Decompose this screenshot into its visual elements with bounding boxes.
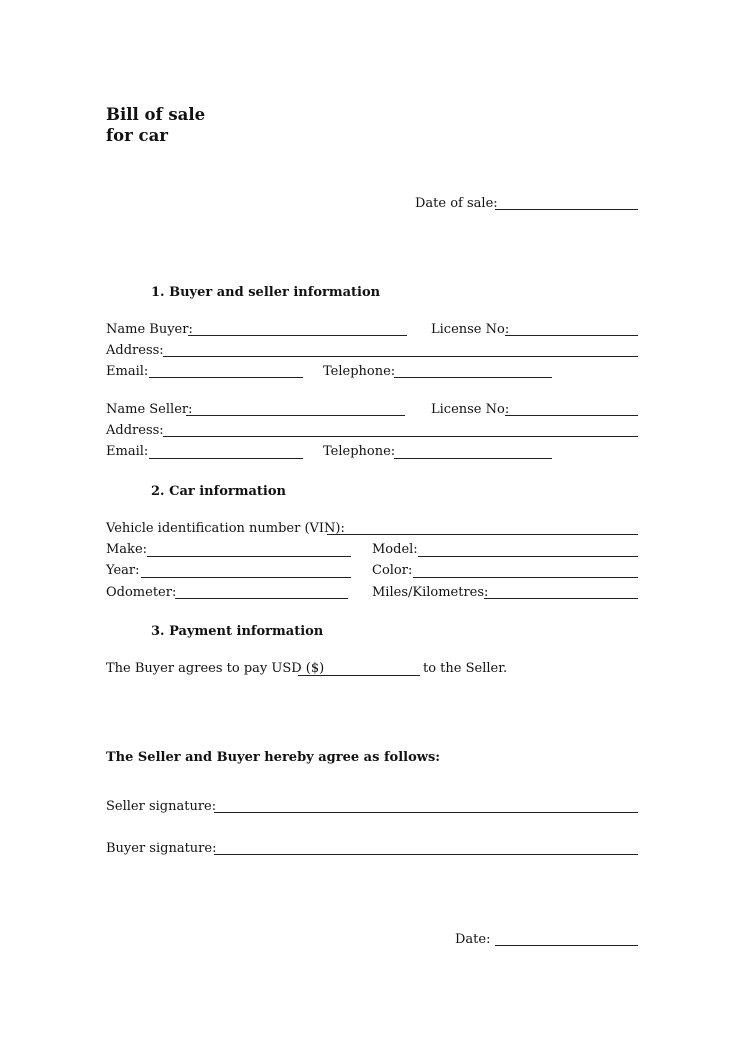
buyer-email-label: Email: <box>106 364 149 379</box>
payment-prefix-text: The Buyer agrees to pay USD ($) <box>106 661 325 676</box>
vin-field[interactable] <box>327 534 638 535</box>
payment-amount-field[interactable] <box>298 675 420 676</box>
section-payment-heading: 3. Payment information <box>151 624 324 639</box>
year-field[interactable] <box>141 577 351 578</box>
make-label: Make: <box>106 542 148 557</box>
model-field[interactable] <box>418 556 638 557</box>
seller-telephone-label: Telephone: <box>323 444 396 459</box>
seller-address-field[interactable] <box>163 436 638 437</box>
buyer-address-field[interactable] <box>163 356 638 357</box>
name-seller-label: Name Seller: <box>106 402 193 417</box>
title-line-1: Bill of sale <box>106 105 206 124</box>
seller-license-field[interactable] <box>505 415 638 416</box>
miles-kilometres-label: Miles/Kilometres: <box>372 585 489 600</box>
seller-signature-label: Seller signature: <box>106 799 217 814</box>
name-seller-field[interactable] <box>186 415 405 416</box>
odometer-field[interactable] <box>175 598 348 599</box>
vin-label: Vehicle identification number (VIN): <box>106 521 345 536</box>
buyer-email-field[interactable] <box>149 377 303 378</box>
seller-email-label: Email: <box>106 444 149 459</box>
seller-email-field[interactable] <box>149 458 303 459</box>
seller-license-label: License No: <box>431 402 510 417</box>
odometer-label: Odometer: <box>106 585 177 600</box>
section-buyer-seller-heading: 1. Buyer and seller information <box>151 285 381 300</box>
buyer-license-label: License No: <box>431 322 510 337</box>
color-field[interactable] <box>413 577 638 578</box>
buyer-telephone-field[interactable] <box>394 377 552 378</box>
miles-kilometres-field[interactable] <box>484 598 638 599</box>
year-label: Year: <box>106 563 140 578</box>
date-of-sale-field[interactable] <box>495 209 638 210</box>
title-line-2: for car <box>106 126 168 145</box>
seller-address-label: Address: <box>106 423 164 438</box>
buyer-address-label: Address: <box>106 343 164 358</box>
agreement-heading: The Seller and Buyer hereby agree as follows: <box>106 750 441 765</box>
date-label: Date: <box>455 932 491 947</box>
make-field[interactable] <box>147 556 351 557</box>
buyer-telephone-label: Telephone: <box>323 364 396 379</box>
name-buyer-label: Name Buyer: <box>106 322 193 337</box>
buyer-signature-label: Buyer signature: <box>106 841 217 856</box>
color-label: Color: <box>372 563 413 578</box>
document-title <box>106 104 205 146</box>
buyer-license-field[interactable] <box>505 335 638 336</box>
model-label: Model: <box>372 542 418 557</box>
seller-telephone-field[interactable] <box>394 458 552 459</box>
payment-suffix-text: to the Seller. <box>423 661 508 676</box>
date-of-sale-label: Date of sale: <box>415 196 498 211</box>
seller-signature-field[interactable] <box>214 812 638 813</box>
date-field[interactable] <box>495 945 638 946</box>
section-car-heading: 2. Car information <box>151 484 286 499</box>
buyer-signature-field[interactable] <box>214 854 638 855</box>
name-buyer-field[interactable] <box>188 335 407 336</box>
